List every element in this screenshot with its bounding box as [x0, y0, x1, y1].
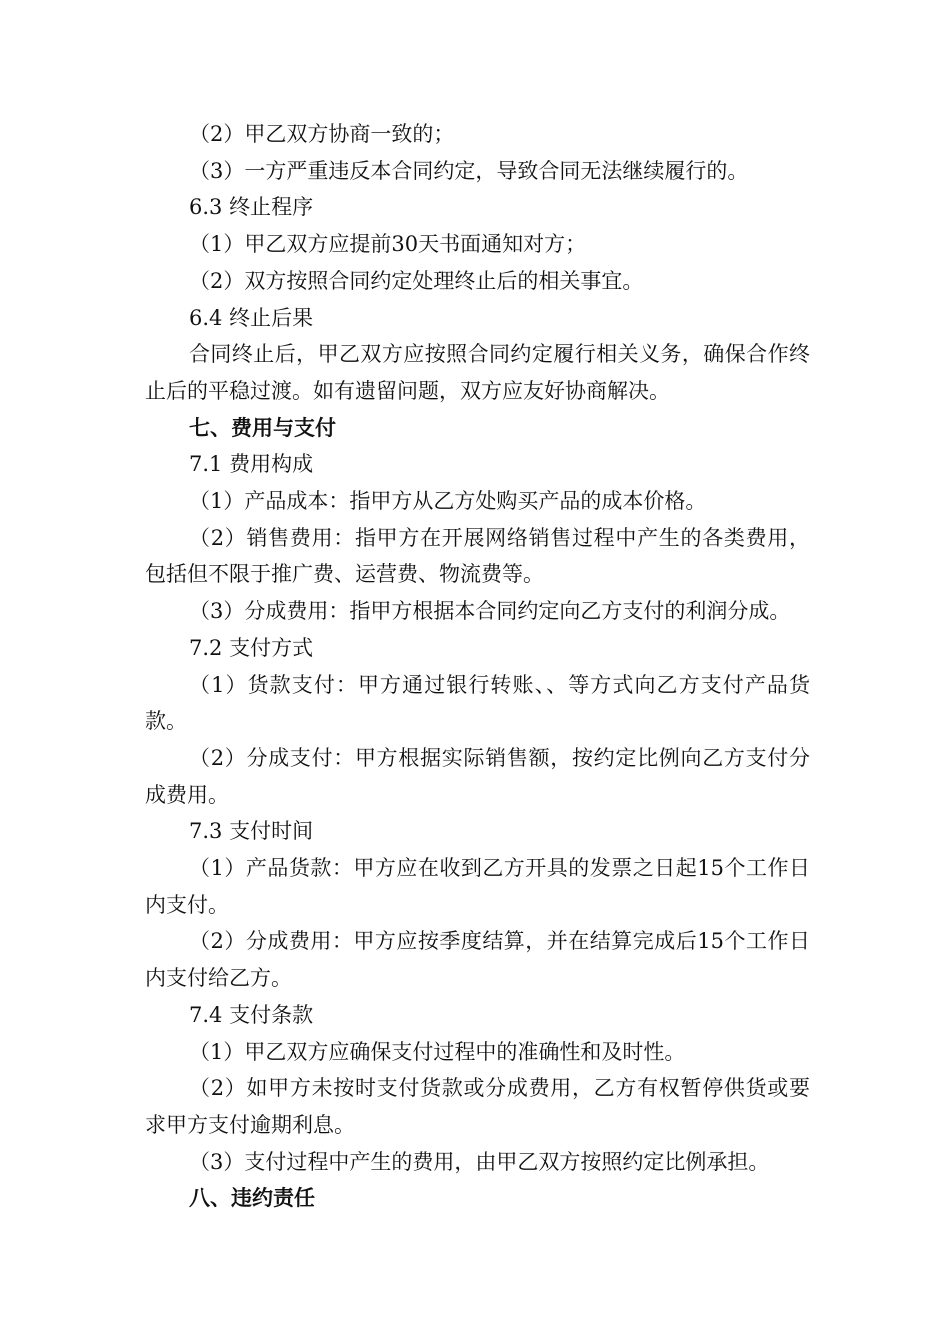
section-7-1-title: 7.1 费用构成 [189, 452, 314, 477]
section-7-3-title: 7.3 支付时间 [189, 819, 314, 844]
paragraph-6-3-item-2: （2）双方按照合同约定处理终止后的相关事宜。 [189, 268, 644, 293]
paragraph-6-3-item-1: （1）甲乙双方应提前30天书面通知对方； [189, 232, 587, 257]
paragraph-7-3-item-2: （2）分成费用：甲方应按季度结算，并在结算完成后15个工作日内支付给乙方。 [145, 929, 810, 991]
paragraph-7-4-item-3: （3）支付过程中产生的费用，由甲乙双方按照约定比例承担。 [189, 1149, 770, 1174]
paragraph-7-1-item-2: （2）销售费用：指甲方在开展网络销售过程中产生的各类费用，包括但不限于推广费、运营费、物流费等。 [145, 525, 810, 587]
paragraph-6-2-item-3: （3）一方严重违反本合同约定，导致合同无法继续履行的。 [189, 158, 749, 183]
paragraph-7-2-item-2: （2）分成支付：甲方根据实际销售额，按约定比例向乙方支付分成费用。 [145, 745, 810, 807]
section-7-4-title: 7.4 支付条款 [189, 1002, 314, 1027]
paragraph-6-2-item-2: （2）甲乙双方协商一致的； [189, 122, 455, 146]
paragraph-7-3-item-1: （1）产品货款：甲方应在收到乙方开具的发票之日起15个工作日内支付。 [145, 856, 810, 917]
paragraph-7-4-item-1: （1）甲乙双方应确保支付过程中的准确性和及时性。 [189, 1039, 686, 1064]
section-6-4-title: 6.4 终止后果 [189, 305, 314, 330]
chapter-7-heading: 七、费用与支付 [189, 414, 336, 440]
document-body [145, 116, 810, 1217]
section-6-3-title: 6.3 终止程序 [189, 195, 314, 220]
paragraph-6-4-body: 合同终止后，甲乙双方应按照合同约定履行相关义务，确保合作终止后的平稳过渡。如有遗留问题，双方应友好协商解决。 [145, 342, 810, 403]
paragraph-7-4-item-2: （2）如甲方未按时支付货款或分成费用，乙方有权暂停供货或要求甲方支付逾期利息。 [145, 1076, 810, 1137]
section-7-2-title: 7.2 支付方式 [189, 635, 314, 660]
chapter-8-heading: 八、违约责任 [189, 1185, 315, 1211]
paragraph-7-1-item-3: （3）分成费用：指甲方根据本合同约定向乙方支付的利润分成。 [189, 599, 791, 624]
paragraph-7-1-item-1: （1）产品成本：指甲方从乙方处购买产品的成本价格。 [189, 489, 707, 514]
paragraph-7-2-item-1: （1）货款支付：甲方通过银行转账、、等方式向乙方支付产品货款。 [145, 672, 810, 734]
